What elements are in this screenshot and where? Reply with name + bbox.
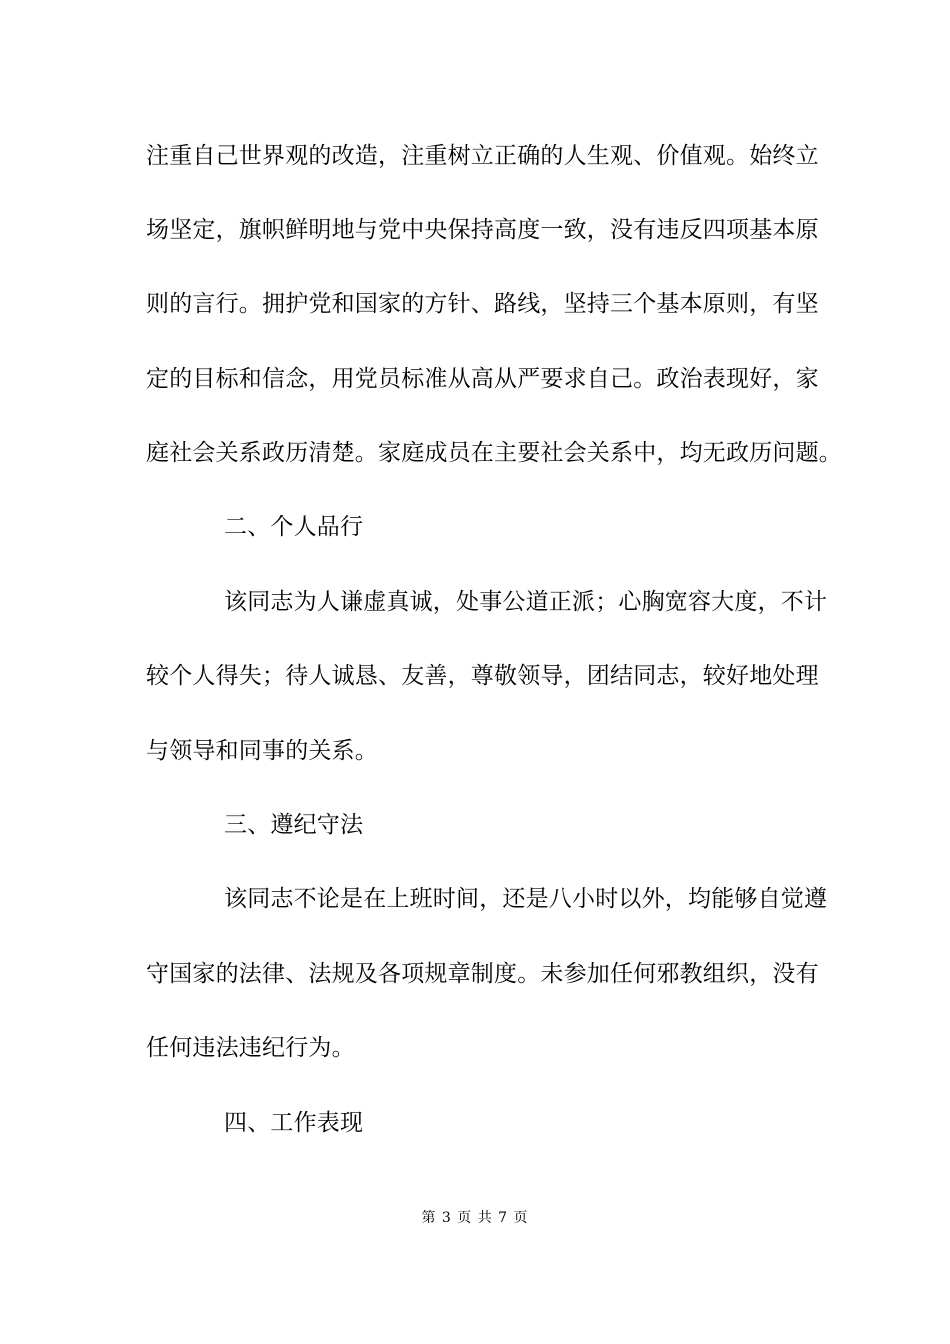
page-number-label: 第 3 页 共 7 页 — [421, 1210, 529, 1226]
paragraph-line: 任何违法违纪行为。 — [146, 1035, 355, 1061]
page-number-footer — [0, 1208, 950, 1228]
paragraph-line: 较个人得失；待人诚恳、友善，尊敬领导，团结同志，较好地处理 — [146, 663, 819, 689]
paragraph-line: 庭社会关系政历清楚。家庭成员在主要社会关系中，均无政历问题。 — [146, 440, 842, 466]
paragraph-line: 该同志为人谦虚真诚，处事公道正派；心胸宽容大度，不计 — [224, 589, 828, 615]
section-heading: 四、工作表现 — [224, 1110, 364, 1136]
paragraph-line: 场坚定，旗帜鲜明地与党中央保持高度一致，没有违反四项基本原 — [146, 217, 819, 243]
paragraph-line: 守国家的法律、法规及各项规章制度。未参加任何邪教组织，没有 — [146, 961, 819, 987]
paragraph-line: 该同志不论是在上班时间，还是八小时以外，均能够自觉遵 — [224, 886, 828, 912]
paragraph-line: 注重自己世界观的改造，注重树立正确的人生观、价值观。始终立 — [146, 143, 819, 169]
paragraph-line: 定的目标和信念，用党员标准从高从严要求自己。政治表现好，家 — [146, 366, 819, 392]
paragraph-line: 与领导和同事的关系。 — [146, 738, 378, 764]
section-heading: 三、遵纪守法 — [224, 812, 364, 838]
paragraph-line: 则的言行。拥护党和国家的方针、路线，坚持三个基本原则，有坚 — [146, 291, 819, 317]
section-heading: 二、个人品行 — [224, 514, 364, 540]
